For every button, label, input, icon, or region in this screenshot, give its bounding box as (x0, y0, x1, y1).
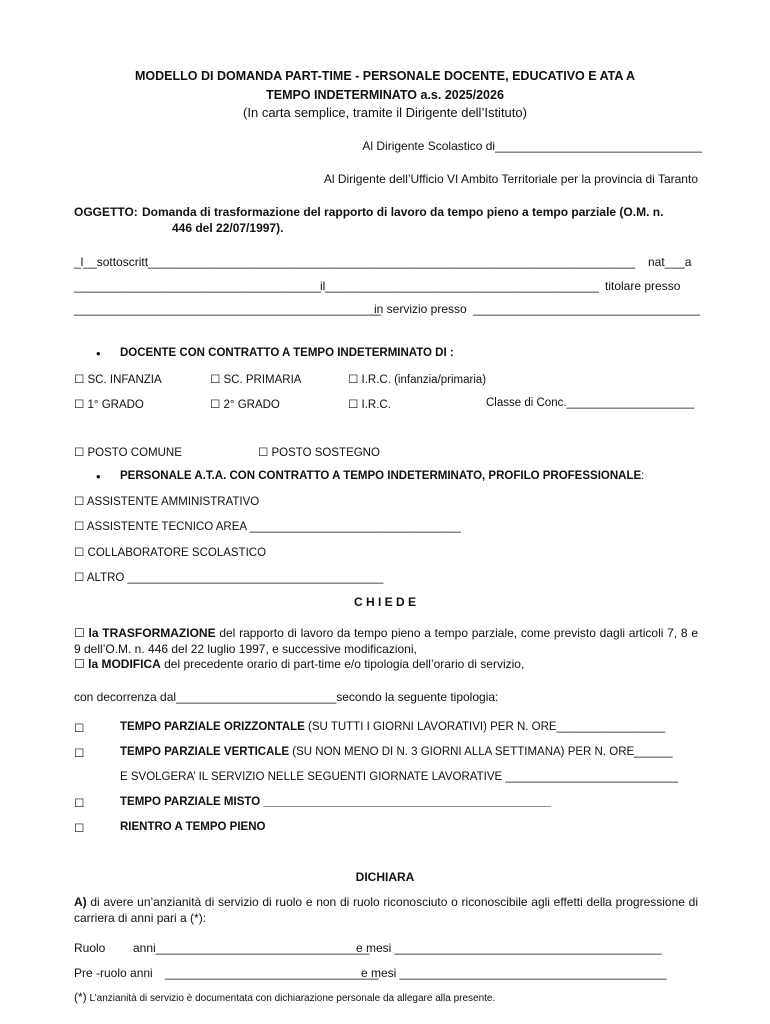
checkbox-rientro-box[interactable]: ☐ (74, 823, 85, 835)
checkbox-primaria[interactable] (210, 372, 301, 386)
checkbox-icon[interactable]: ☐ (74, 572, 85, 584)
checkbox-1-grado[interactable] (74, 397, 144, 411)
checkbox-2-grado[interactable] (210, 397, 280, 411)
option-label: SC. INFANZIA (87, 374, 162, 386)
checkbox-posto-sostegno[interactable] (258, 445, 380, 459)
subtitle: (In carta semplice, tramite il Dirigente dell’Istituto) (243, 105, 527, 120)
option-label: 1° GRADO (87, 399, 144, 411)
checkbox-icon[interactable]: ☐ (74, 399, 85, 411)
birthdate-field[interactable]: il_________________________________________ (320, 279, 599, 293)
checkbox-icon[interactable]: ☐ (258, 447, 269, 459)
option-rientro-tempo-pieno: RIENTRO A TEMPO PIENO (120, 821, 266, 833)
option-tempo-parziale-orizzontale: TEMPO PARZIALE ORIZZONTALE (SU TUTTI I GIORNI LAVORATIVI) PER N. ORE_________________ (120, 721, 666, 733)
ata-bullet: • (96, 469, 101, 484)
ata-heading: PERSONALE A.T.A. CON CONTRATTO A TEMPO INDETERMINATO, PROFILO PROFESSIONALE: (120, 470, 645, 482)
checkbox-altro[interactable] (74, 570, 383, 584)
option-label: ASSISTENTE TECNICO AREA _________________________________ (86, 521, 461, 533)
docente-heading: DOCENTE CON CONTRATTO A TEMPO INDETERMINATO DI : (120, 347, 454, 359)
option-label: POSTO SOSTEGNO (271, 447, 380, 459)
decorrenza-field[interactable]: ________________________ (176, 690, 337, 704)
checkbox-posto-comune[interactable] (74, 445, 182, 459)
checkbox-orizzontale-box[interactable]: ☐ (74, 723, 85, 735)
checkbox-icon[interactable]: ☐ (74, 626, 85, 640)
option-label: SC. PRIMARIA (223, 374, 302, 386)
addressee-school: Al Dirigente Scolastico di_______________________________ (362, 139, 702, 153)
giornate-lavorative-field[interactable]: E SVOLGERA’ IL SERVIZIO NELLE SEGUENTI GIORNATE LAVORATIVE ___________________________ (120, 771, 679, 783)
checkbox-assistente-tecnico[interactable] (74, 519, 461, 533)
option-tempo-parziale-verticale: TEMPO PARZIALE VERTICALE (SU NON MENO DI N. 3 GIORNI ALLA SETTIMANA) PER N. ORE______ (120, 746, 673, 758)
checkbox-icon[interactable]: ☐ (74, 447, 85, 459)
checkbox-icon[interactable]: ☐ (348, 399, 359, 411)
birthplace-field[interactable]: _____________________________________ (74, 279, 321, 293)
checkbox-icon[interactable]: ☐ (348, 374, 359, 386)
checkbox-icon[interactable]: ☐ (210, 374, 221, 386)
oggetto-label: OGGETTO: (74, 205, 138, 219)
checkbox-verticale-box[interactable]: ☐ (74, 748, 85, 760)
checkbox-irc[interactable] (348, 397, 391, 411)
option-label: I.R.C. (infanzia/primaria) (361, 374, 487, 386)
checkbox-icon[interactable]: ☐ (74, 657, 85, 671)
preruolo-mesi-field[interactable]: e mesi ________________________________________ (361, 966, 667, 980)
decorrenza-line: con decorrenza dal________________________secondo la seguente tipologia: (74, 690, 499, 704)
checkbox-icon[interactable]: ☐ (74, 374, 85, 386)
in-servizio-presso-label: in servizio presso (374, 302, 467, 316)
option-label: COLLABORATORE SCOLASTICO (87, 547, 267, 559)
checkbox-icon[interactable]: ☐ (210, 399, 221, 411)
chiede-modifica: ☐ la MODIFICA del precedente orario di part-time e/o tipologia dell’orario di servizio, (74, 657, 525, 671)
nato-a-field[interactable]: nat___a (648, 255, 692, 269)
footnote: (*) L’anzianità di servizio è documentata con dichiarazione personale da allegare alla presente. (74, 990, 496, 1004)
chiede-heading: C H I E D E (353, 595, 416, 609)
checkbox-infanzia[interactable] (74, 372, 162, 386)
docente-bullet: • (96, 346, 101, 361)
dichiara-heading: DICHIARA (355, 870, 415, 884)
checkbox-icon[interactable]: ☐ (74, 496, 85, 508)
checkbox-icon[interactable]: ☐ (74, 547, 85, 559)
option-label: ALTRO ________________________________________ (86, 572, 384, 584)
option-label: ASSISTENTE AMMINISTRATIVO (86, 496, 260, 508)
option-label: POSTO COMUNE (87, 447, 182, 459)
option-label: I.R.C. (361, 399, 391, 411)
dichiara-anzianita: A) di avere un’anzianità di servizio di ruolo e non di ruolo riconosciuto o riconoscibile agli effetti della progressione di carriera di anni pari a (*): (74, 895, 698, 925)
preruolo-label: Pre -ruolo anni (74, 966, 153, 980)
in-servizio-presso-field[interactable]: __________________________________ (473, 302, 700, 316)
ruolo-label: Ruolo (74, 941, 106, 955)
option-label: 2° GRADO (223, 399, 280, 411)
chiede-trasformazione: ☐ la TRASFORMAZIONE del rapporto di lavoro da tempo pieno a tempo parziale, come previsto dagli articoli 7, 8 e 9 dell’O.M. n. 446 del 22 luglio 1997, e successive modificazioni, (74, 626, 699, 656)
oggetto-line-1: Domanda di trasformazione del rapporto di lavoro da tempo pieno a tempo parziale (O.M. n. (142, 205, 664, 219)
preruolo-anni-field[interactable]: ________________________________ (165, 966, 379, 980)
checkbox-misto-box[interactable]: ☐ (74, 798, 85, 810)
ruolo-anni-field[interactable]: anni________________________________ (133, 941, 370, 955)
titolare-presso-field[interactable]: ______________________________________________ (74, 302, 381, 316)
checkbox-assistente-amministrativo[interactable] (74, 494, 259, 508)
oggetto-line-2: 446 del 22/07/1997). (172, 221, 284, 235)
title-line-2: TEMPO INDETERMINATO a.s. 2025/2026 (266, 88, 504, 102)
title-line-1: MODELLO DI DOMANDA PART-TIME - PERSONALE DOCENTE, EDUCATIVO E ATA A (135, 69, 635, 83)
titolare-presso-label: titolare presso (605, 279, 681, 293)
classe-di-concorso-field[interactable]: Classe di Conc.____________________ (486, 397, 695, 409)
ruolo-mesi-field[interactable]: e mesi ________________________________________ (356, 941, 662, 955)
option-tempo-parziale-misto: TEMPO PARZIALE MISTO _____________________________________________ (120, 796, 552, 808)
sottoscritto-field[interactable]: _l__sottoscritt_________________________________________________________________________ (74, 255, 636, 269)
checkbox-irc-infanzia-primaria[interactable] (348, 372, 486, 386)
addressee-office: Al Dirigente dell’Ufficio VI Ambito Territoriale per la provincia di Taranto (323, 172, 698, 186)
checkbox-collaboratore-scolastico[interactable] (74, 545, 266, 559)
checkbox-icon[interactable]: ☐ (74, 521, 85, 533)
